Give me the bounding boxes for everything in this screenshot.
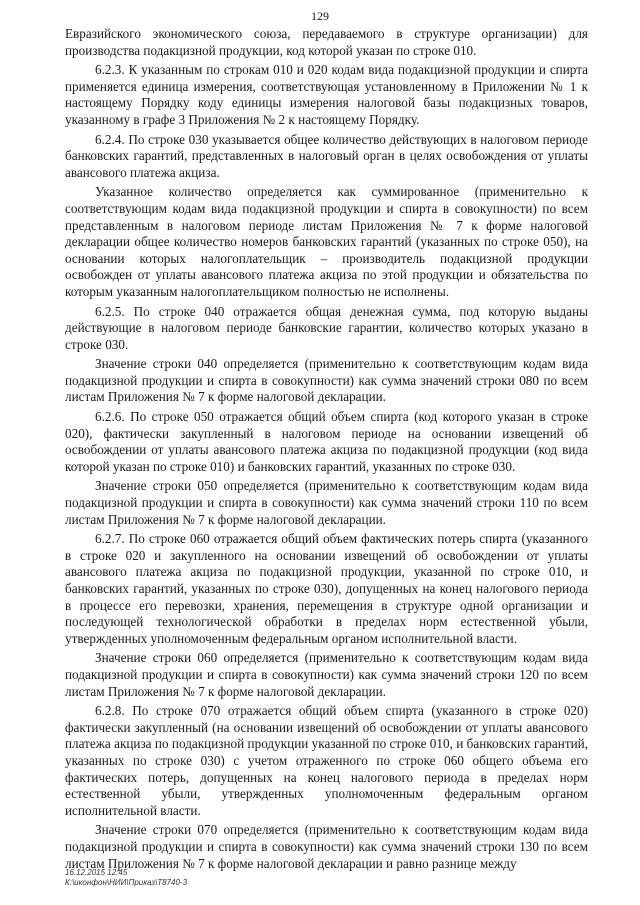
paragraph-quantity-definition: Указанное количество определяется как суммированное (применительно к соответствующим кодам вида подакцизной продукции и спирта в совокупности) по всем представленным в налоговом периоде листам Приложения № 7 к форме налоговой декларации общее количество номеров банковских гарантий (указанных по строке 050), на основании которых налогоплательщик – производитель подакцизной продукции освобожден от уплаты авансового платежа акциза по этой продукции и обязательства по которым указанным налогоплательщиком полностью не исполнены. — [65, 184, 588, 299]
paragraph-6-2-8: 6.2.8. По строке 070 отражается общий объем спирта (указанного в строке 020) фактически закупленный (на основании извещений об освобождении от уплаты авансового платежа акциза по подакцизной продукции указанной по строке 010, и банковских гарантий, указанных по строке 030) с учетом отраженного по строке 060 общего объема его фактических потерь, допущенных на конец налогового периода в пределах норм естественной убыли, утвержденных уполномоченным федеральным органом исполнительной власти. — [65, 703, 588, 818]
paragraph-line-040-value: Значение строки 040 определяется (применительно к соответствующим кодам вида подакцизной продукции и спирта в совокупности) как сумма значений строки 080 по всем листам Приложения № 7 к форме налоговой декларации. — [65, 356, 588, 405]
page-number: 129 — [311, 9, 329, 23]
document-body — [65, 26, 588, 872]
paragraph-6-2-4: 6.2.4. По строке 030 указывается общее количество действующих в налоговом периоде банковских гарантий, представленных в налоговый орган в целях освобождения от уплаты авансового платежа акциза. — [65, 131, 588, 180]
paragraph-continuation: Евразийского экономического союза, передаваемого в структуре организации) для производства подакцизной продукции, код которой указан по строке 010. — [65, 26, 588, 58]
paragraph-6-2-7: 6.2.7. По строке 060 отражается общий объем фактических потерь спирта (указанного в строке 020 и закупленного на основании извещений об освобождении от уплаты авансового платежа акциза по подакцизной продукции, указанной по строке 010, и банковских гарантий, указанных по строке 030), допущенных на конец налогового периода в процессе его перевозки, хранения, перемещения в структуре одной организации и последующей технологической обработки в пределах норм естественной убыли, утвержденных уполномоченным федеральным органом исполнительной власти. — [65, 531, 588, 646]
footer-timestamp: 16.12.2015 12:45 — [65, 868, 128, 877]
paragraph-6-2-3: 6.2.3. К указанным по строкам 010 и 020 кодам вида подакцизной продукции и спирта применяется единица измерения, соответствующая установленному в Приложении № 1 к настоящему Порядку коду единицы измерения налоговой базы подакцизных товаров, указанному в графе 3 Приложения № 2 к настоящему Порядку. — [65, 62, 588, 127]
paragraph-line-050-value: Значение строки 050 определяется (применительно к соответствующим кодам вида подакцизной продукции и спирта в совокупности) как сумма значений строки 110 по всем листам Приложения № 7 к форме налоговой декларации. — [65, 478, 588, 527]
paragraph-line-060-value: Значение строки 060 определяется (применительно к соответствующим кодам вида подакцизной продукции и спирта в совокупности) как сумма значений строки 120 по всем листам Приложения № 7 к форме налоговой декларации. — [65, 650, 588, 699]
footer-file-path: К:\иконфон\НИИ\Приказ\Т8740-3 — [65, 878, 188, 887]
document-footer — [65, 868, 187, 888]
paragraph-6-2-5: 6.2.5. По строке 040 отражается общая денежная сумма, под которую выданы действующие в налоговом периоде банковские гарантии, количество которых указано в строке 030. — [65, 303, 588, 352]
paragraph-6-2-6: 6.2.6. По строке 050 отражается общий объем спирта (код которого указан в строке 020), фактически закупленный в налоговом периоде на основании извещений об освобождении от уплаты авансового платежа акциза по подакцизной продукции (код вида которой указан по строке 010) и банковских гарантий, указанных по строке 030. — [65, 409, 588, 474]
paragraph-line-070-value: Значение строки 070 определяется (применительно к соответствующим кодам вида подакцизной продукции и спирта в совокупности) как сумма значений строки 130 по всем листам Приложения № 7 к форме налоговой декларации и равно разнице между — [65, 822, 588, 871]
